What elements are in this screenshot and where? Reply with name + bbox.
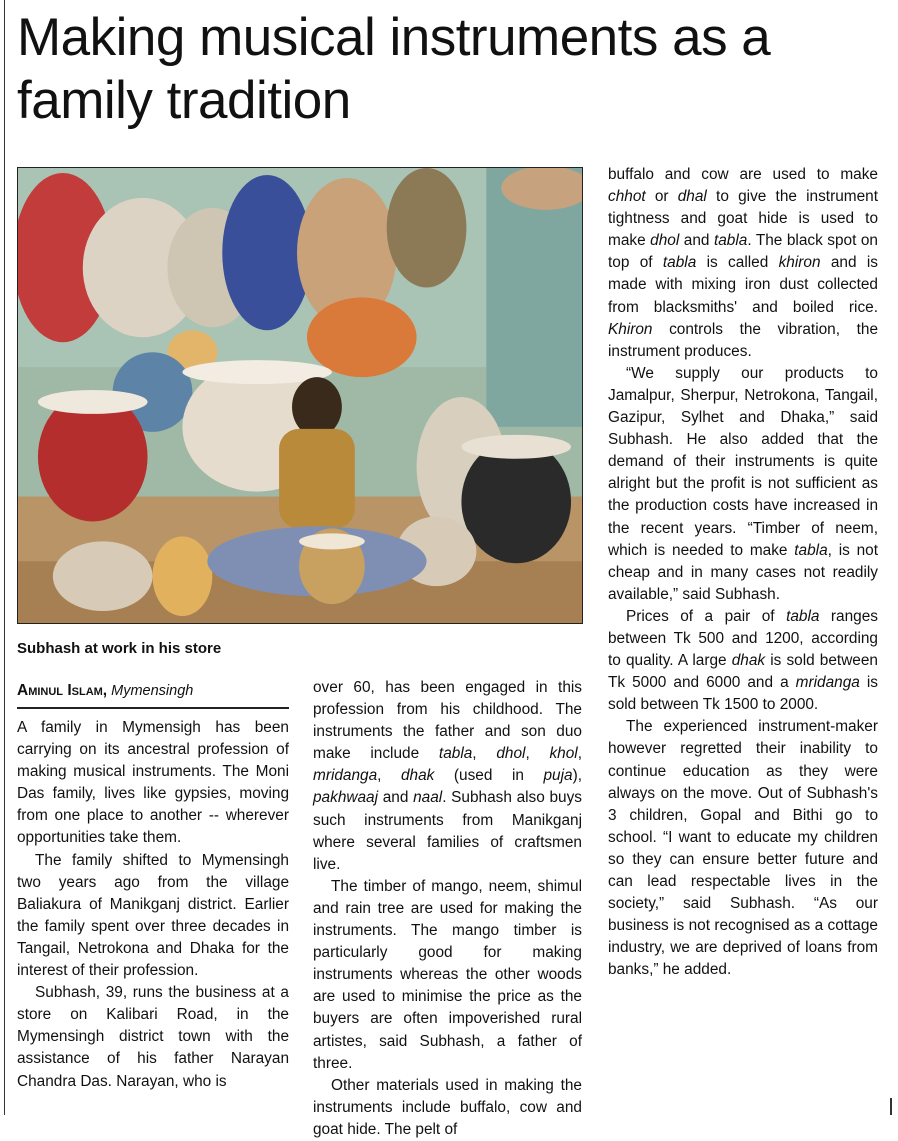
- byline-place: Mymensingh: [111, 683, 194, 699]
- article-paragraph: The family shifted to Mymensingh two years ago from the village Baliakura of Manikganj district. Earlier the family spent over three decades in Tangail, Netrokona and Dhaka for the interest of their profession.: [17, 851, 289, 980]
- page-border-right: [890, 1098, 892, 1115]
- article-paragraph: Other materials used in making the instruments include buffalo, cow and goat hide. The pelt of: [313, 1076, 582, 1138]
- article-paragraph: Subhash, 39, runs the business at a store on Kalibari Road, in the Mymensingh district town with the assistance of his father Narayan Chandra Das. Narayan, who is: [17, 984, 289, 1090]
- page-border-left: [4, 0, 5, 1115]
- article-paragraph: Prices of a pair of tabla ranges between Tk 500 and 1200, according to quality. A large dhak is sold between Tk 5000 and 6000 and a mridanga is sold between Tk 1500 to 2000.: [608, 607, 878, 714]
- article-paragraph: over 60, has been engaged in this profession from his childhood. The instruments the father and son duo make include tabla, dhol, khol, mridanga, dhak (used in puja), pakhwaaj and naal. Subhash also buys such instruments from Manikganj where several families of craftsmen live.: [313, 679, 583, 873]
- article-column-2: [313, 677, 582, 1141]
- photo-caption: Subhash at work in his store: [17, 640, 222, 657]
- craftsman-photo-illustration: [18, 168, 582, 623]
- article-column-3: [608, 164, 878, 981]
- headline: Making musical instruments as a family tradition: [17, 8, 771, 130]
- byline: [17, 681, 289, 709]
- article-paragraph: buffalo and cow are used to make chhot or dhal to give the instrument tightness and goat hide is used to make dhol and tabla. The black spot on top of tabla is called khiron and is made with mixing iron dust collected from blacksmiths' and boiled rice. Khiron controls the vibration, the instrument produces.: [608, 166, 878, 360]
- article-paragraph: The timber of mango, neem, shimul and rain tree are used for making the instruments. The mango timber is particularly good for making instruments whereas the other woods are used to minimise the price as the buyers are often impoverished rural artistes, said Subhash, a father of three.: [313, 877, 582, 1072]
- byline-author: Aminul Islam,: [17, 682, 108, 699]
- article-paragraph: The experienced instrument-maker however regretted their inability to continue education as they were always on the move. Out of Subhash's 3 children, Gopal and Bithi go to school. “I want to educate my children so they can ensure better future and can lead respectable lives in the society,” said Subhash. “As our business is not recognised as a cottage industry, we are deprived of loans from banks,” he added.: [608, 718, 878, 979]
- article-photo: [17, 167, 583, 624]
- article-paragraph: “We supply our products to Jamalpur, Sherpur, Netrokona, Tangail, Gazipur, Sylhet and Dhaka,” said Subhash. He also added that the demand of their instruments is quite alright but the profit is not sufficient as the production costs have increased in the recent years. “Timber of neem, which is needed to make tabla, is not cheap and in many cases not readily available,” said Subhash.: [608, 364, 878, 603]
- article-column-1: [17, 717, 289, 1093]
- article-paragraph: A family in Mymensigh has been carrying on its ancestral profession of making musical instruments. The Moni Das family, lives like gypsies, moving from one place to another -- wherever opportunities take them.: [17, 719, 289, 847]
